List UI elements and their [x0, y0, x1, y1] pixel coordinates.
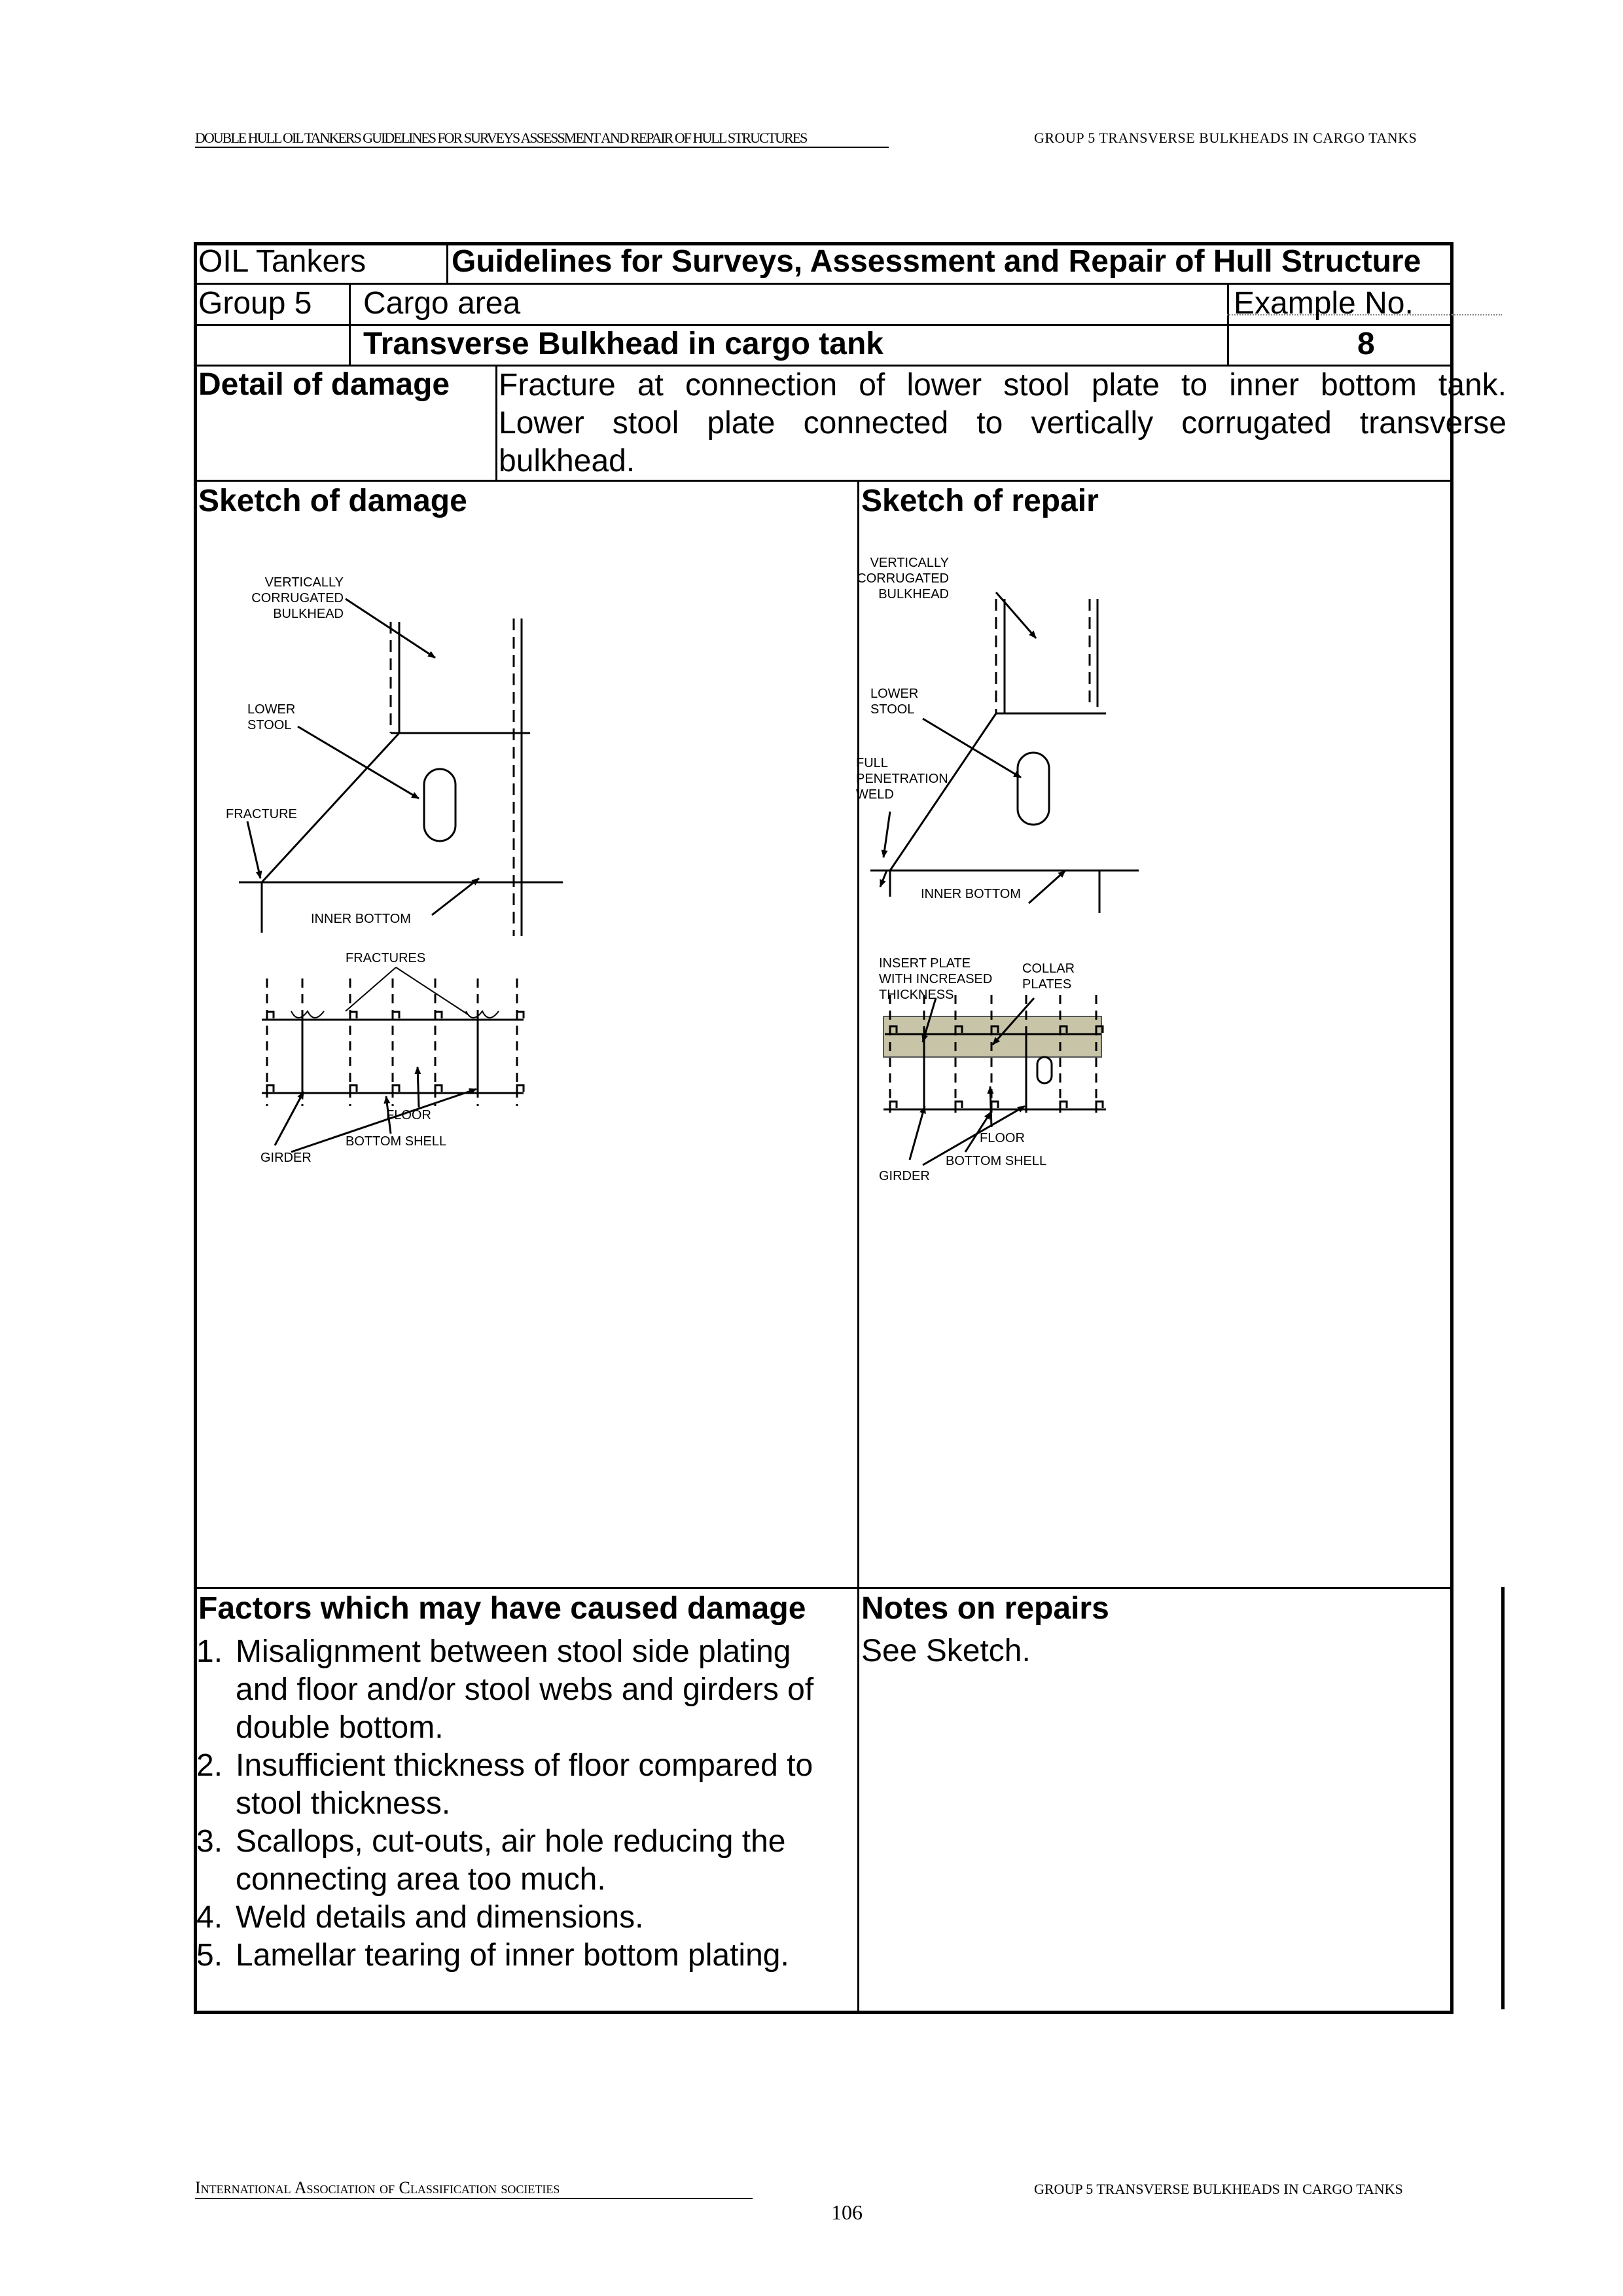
doc-title: Guidelines for Surveys, Assessment and Repair of Hull Structure — [452, 244, 1421, 279]
detail-line: Fracture at connection of lower stool plate to inner bottom tank. — [499, 368, 1507, 403]
label-stool: STOOL — [870, 702, 915, 717]
label-full: FULL — [856, 756, 888, 770]
label-bottom-shell: BOTTOM SHELL — [946, 1154, 1047, 1168]
running-header-right: GROUP 5 TRANSVERSE BULKHEADS IN CARGO TANKS — [1034, 130, 1418, 146]
label-bulkhead: BULKHEAD — [273, 607, 344, 621]
label-thickness: THICKNESS — [879, 988, 954, 1002]
item-number: 2. — [196, 1748, 223, 1783]
list-item — [196, 1937, 851, 1975]
label-floor: FLOOR — [386, 1108, 431, 1122]
label-with-increased: WITH INCREASED — [879, 972, 993, 986]
factors-label: Factors which may have caused damage — [198, 1591, 806, 1626]
label-vertically: VERTICALLY — [870, 556, 949, 570]
label-collar: COLLAR — [1022, 961, 1075, 976]
item-text: Scallops, cut-outs, air hole reducing the connecting area too much. — [236, 1824, 786, 1897]
label-bottom-shell: BOTTOM SHELL — [346, 1134, 447, 1149]
label-inner-bottom: INNER BOTTOM — [311, 912, 411, 926]
label-fracture: FRACTURE — [226, 807, 297, 821]
detail-line: bulkhead. — [499, 444, 635, 478]
item-text: Lamellar tearing of inner bottom plating. — [236, 1938, 789, 1973]
sketch-damage-label: Sketch of damage — [198, 484, 467, 518]
list-item — [196, 1899, 851, 1937]
label-weld: WELD — [856, 787, 894, 802]
sketch-repair-label: Sketch of repair — [861, 484, 1099, 518]
label-plates: PLATES — [1022, 977, 1072, 992]
group-label: Group 5 — [198, 286, 312, 321]
example-number: 8 — [1357, 327, 1375, 361]
factors-list — [196, 1633, 851, 1975]
notes-label: Notes on repairs — [861, 1591, 1109, 1626]
label-fractures: FRACTURES — [346, 951, 426, 965]
item-number: 5. — [196, 1938, 223, 1973]
list-item — [196, 1747, 851, 1823]
page-number: 106 — [831, 2200, 863, 2224]
label-floor: FLOOR — [980, 1131, 1025, 1145]
label-vertically: VERTICALLY — [264, 575, 344, 590]
repair-notes: See Sketch. — [861, 1634, 1031, 1668]
item-number: 4. — [196, 1900, 223, 1935]
item-text: Insufficient thickness of floor compared to stool thickness. — [236, 1748, 813, 1821]
label-girder: GIRDER — [260, 1151, 312, 1165]
label-corrugated: CORRUGATED — [857, 571, 949, 586]
label-stool: STOOL — [247, 718, 292, 732]
label-lower: LOWER — [247, 702, 296, 717]
item-number: 3. — [196, 1824, 223, 1859]
item-number: 1. — [196, 1634, 223, 1669]
label-lower: LOWER — [870, 687, 919, 701]
label-insert-plate: INSERT PLATE — [879, 956, 971, 971]
label-penetration: PENETRATION — [856, 772, 948, 786]
area-label: Cargo area — [363, 286, 521, 321]
detail-line: Lower stool plate connected to vertically corrugated transverse — [499, 406, 1507, 440]
list-item — [196, 1823, 851, 1899]
label-inner-bottom: INNER BOTTOM — [921, 887, 1021, 901]
label-corrugated: CORRUGATED — [251, 591, 344, 605]
item-text: Misalignment between stool side plating and floor and/or stool webs and girders of double bottom. — [236, 1634, 814, 1745]
footer-right: GROUP 5 TRANSVERSE BULKHEADS IN CARGO TANKS — [1034, 2181, 1403, 2197]
list-item — [196, 1633, 851, 1747]
detail-label: Detail of damage — [198, 367, 450, 402]
item-text: Weld details and dimensions. — [236, 1900, 644, 1935]
ship-type: OIL Tankers — [198, 244, 366, 279]
running-header-left: DOUBLE HULL OIL TANKERS GUIDELINES FOR SURVEYS ASSESSMENT AND REPAIR OF HULL STRUCTURES — [195, 130, 889, 148]
example-label: Example No. — [1234, 286, 1414, 321]
subject: Transverse Bulkhead in cargo tank — [363, 327, 883, 361]
label-girder: GIRDER — [879, 1169, 930, 1183]
footer-left: International Association of Classification societies — [195, 2178, 753, 2199]
label-bulkhead: BULKHEAD — [878, 587, 949, 601]
